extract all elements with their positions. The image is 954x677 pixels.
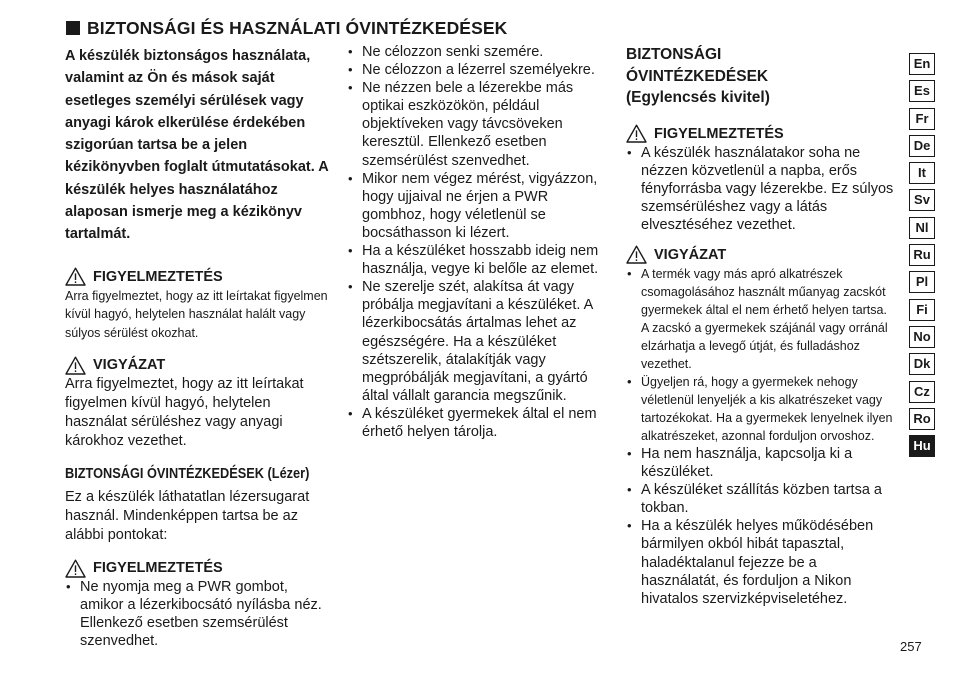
warning-triangle-icon [626,124,647,143]
list-item: • Ne célozzon senki szemére. [347,43,615,61]
warning-triangle-icon [65,267,86,286]
laser-safety-heading: BIZTONSÁGI ÓVINTÉZKEDÉSEK (Lézer) [65,466,310,483]
warning-triangle-icon [65,356,86,375]
column-3 [626,44,894,608]
language-tab-nl[interactable]: Nl [909,217,935,239]
language-tabs [909,53,937,462]
warning-list [626,144,894,234]
caution-description: Arra figyelmeztet, hogy az itt leírtakat figyelmen kívül hagyó, helytelen használat sérüléshez vagy anyagi károkhoz vezethet. [65,376,304,450]
list-item: • Mikor nem végez mérést, vigyázzon, hogy ujjaival ne érjen a PWR gombhoz, hogy véletlenül se bocsáthasson ki lézert. [347,170,615,242]
section-title: BIZTONSÁGI ÉS HASZNÁLATI ÓVINTÉZKEDÉSEK [66,18,626,39]
page-number: 257 [900,639,922,654]
language-tab-cz[interactable]: Cz [909,381,935,403]
list-item: • Ne nézzen bele a lézerekbe más optikai eszközökön, például objektíveken vagy távcsöveken keresztül. Ellenkező esetben szemsérülést szenvedhet. [347,79,615,169]
language-tab-en[interactable]: En [909,53,935,75]
list-item: • Ha a készüléket hosszabb ideig nem használja, vegye ki belőle az elemet. [347,242,615,278]
language-tab-sv[interactable]: Sv [909,189,935,211]
list-item: • Ügyeljen rá, hogy a gyermekek nehogy véletlenül lenyeljék a kis alkatrészeket vagy tartozékokat. Ha a gyermekek lenyelnek ilyen alkatrészeket, azonnal forduljon orvoshoz. [626,373,894,445]
column-2 [347,43,615,441]
laser-safety-text: Ez a készülék láthatatlan lézersugarat használ. Mindenképpen tartsa be az alábbi pontokat: [65,489,310,544]
list-item: • A termék vagy más apró alkatrészek csomagolásához használt műanyag zacskót gyermekek által el nem érhető helyen tartsa. A zacskó a gyermekek szájánál vagy orránál elzárhatja a levegő útját, és fulladáshoz vezethet. [626,265,894,373]
language-tab-dk[interactable]: Dk [909,353,935,375]
caution-heading: VIGYÁZAT [65,355,335,375]
list-item: • Ha a készülék helyes működésében bármilyen okból hibát tapasztal, haladéktalanul fejezze be a használatát, és forduljon a Nikon hivatalos szervizképviseletéhez. [626,517,894,607]
warning-triangle-icon [65,559,86,578]
caution-list-small [626,265,894,445]
language-tab-hu[interactable]: Hu [909,435,935,457]
laser-warning-list [65,578,335,650]
square-bullet-icon [66,21,80,35]
language-tab-de[interactable]: De [909,135,935,157]
warning-description: Arra figyelmeztet, hogy az itt leírtakat figyelmen kívül hagyó, helytelen használat halált vagy súlyos sérülést okozhat. [65,288,328,341]
language-tab-fr[interactable]: Fr [909,108,935,130]
laser-precautions-list [347,43,615,441]
language-tab-it[interactable]: It [909,162,935,184]
language-tab-fi[interactable]: Fi [909,299,935,321]
warning-heading: FIGYELMEZTETÉS [65,267,335,287]
monocular-safety-heading: BIZTONSÁGI ÓVINTÉZKEDÉSEK (Egylencsés kivitel) [626,46,770,106]
caution-heading: VIGYÁZAT [626,245,894,265]
caution-list [626,445,894,608]
language-tab-ro[interactable]: Ro [909,408,935,430]
list-item: • A készülék használatakor soha ne nézzen közvetlenül a napba, erős fényforrásba vagy lézerekbe. Ez súlyos szemsérüléshez vagy a látás elvesztéséhez vezethet. [626,144,894,234]
language-tab-es[interactable]: Es [909,80,935,102]
language-tab-pl[interactable]: Pl [909,271,935,293]
language-tab-ru[interactable]: Ru [909,244,935,266]
column-1 [65,45,335,650]
list-item: • Ne célozzon a lézerrel személyekre. [347,61,615,79]
intro-paragraph: A készülék biztonságos használata, valamint az Ön és mások saját esetleges személyi sérülések vagy anyagi károk elkerülése érdekében szigorúan tartsa be a jelen kézikönyvben foglalt útmutatásokat. A készülék helyes használatához alaposan ismerje meg a kézikönyv tartalmát. [65,48,329,243]
list-item: • Ha nem használja, kapcsolja ki a készüléket. [626,445,894,481]
list-item: • A készüléket gyermekek által el nem érhető helyen tárolja. [347,405,615,441]
warning-triangle-icon [626,245,647,264]
warning-heading: FIGYELMEZTETÉS [626,124,894,144]
laser-warning-heading: FIGYELMEZTETÉS [65,558,335,578]
language-tab-no[interactable]: No [909,326,935,348]
list-item: • Ne nyomja meg a PWR gombot, amikor a lézerkibocsátó nyílásba néz. Ellenkező esetben szemsérülést szenvedhet. [65,578,335,650]
list-item: • Ne szerelje szét, alakítsa át vagy próbálja megjavítani a készüléket. A lézerkibocsátás ártalmas lehet az egészségére. Ha a készüléket szétszerelik, átalakítják vagy megpróbálják megjavítani, a gyártó által vállalt garancia megszűnik. [347,278,615,405]
list-item: • A készüléket szállítás közben tartsa a tokban. [626,481,894,517]
